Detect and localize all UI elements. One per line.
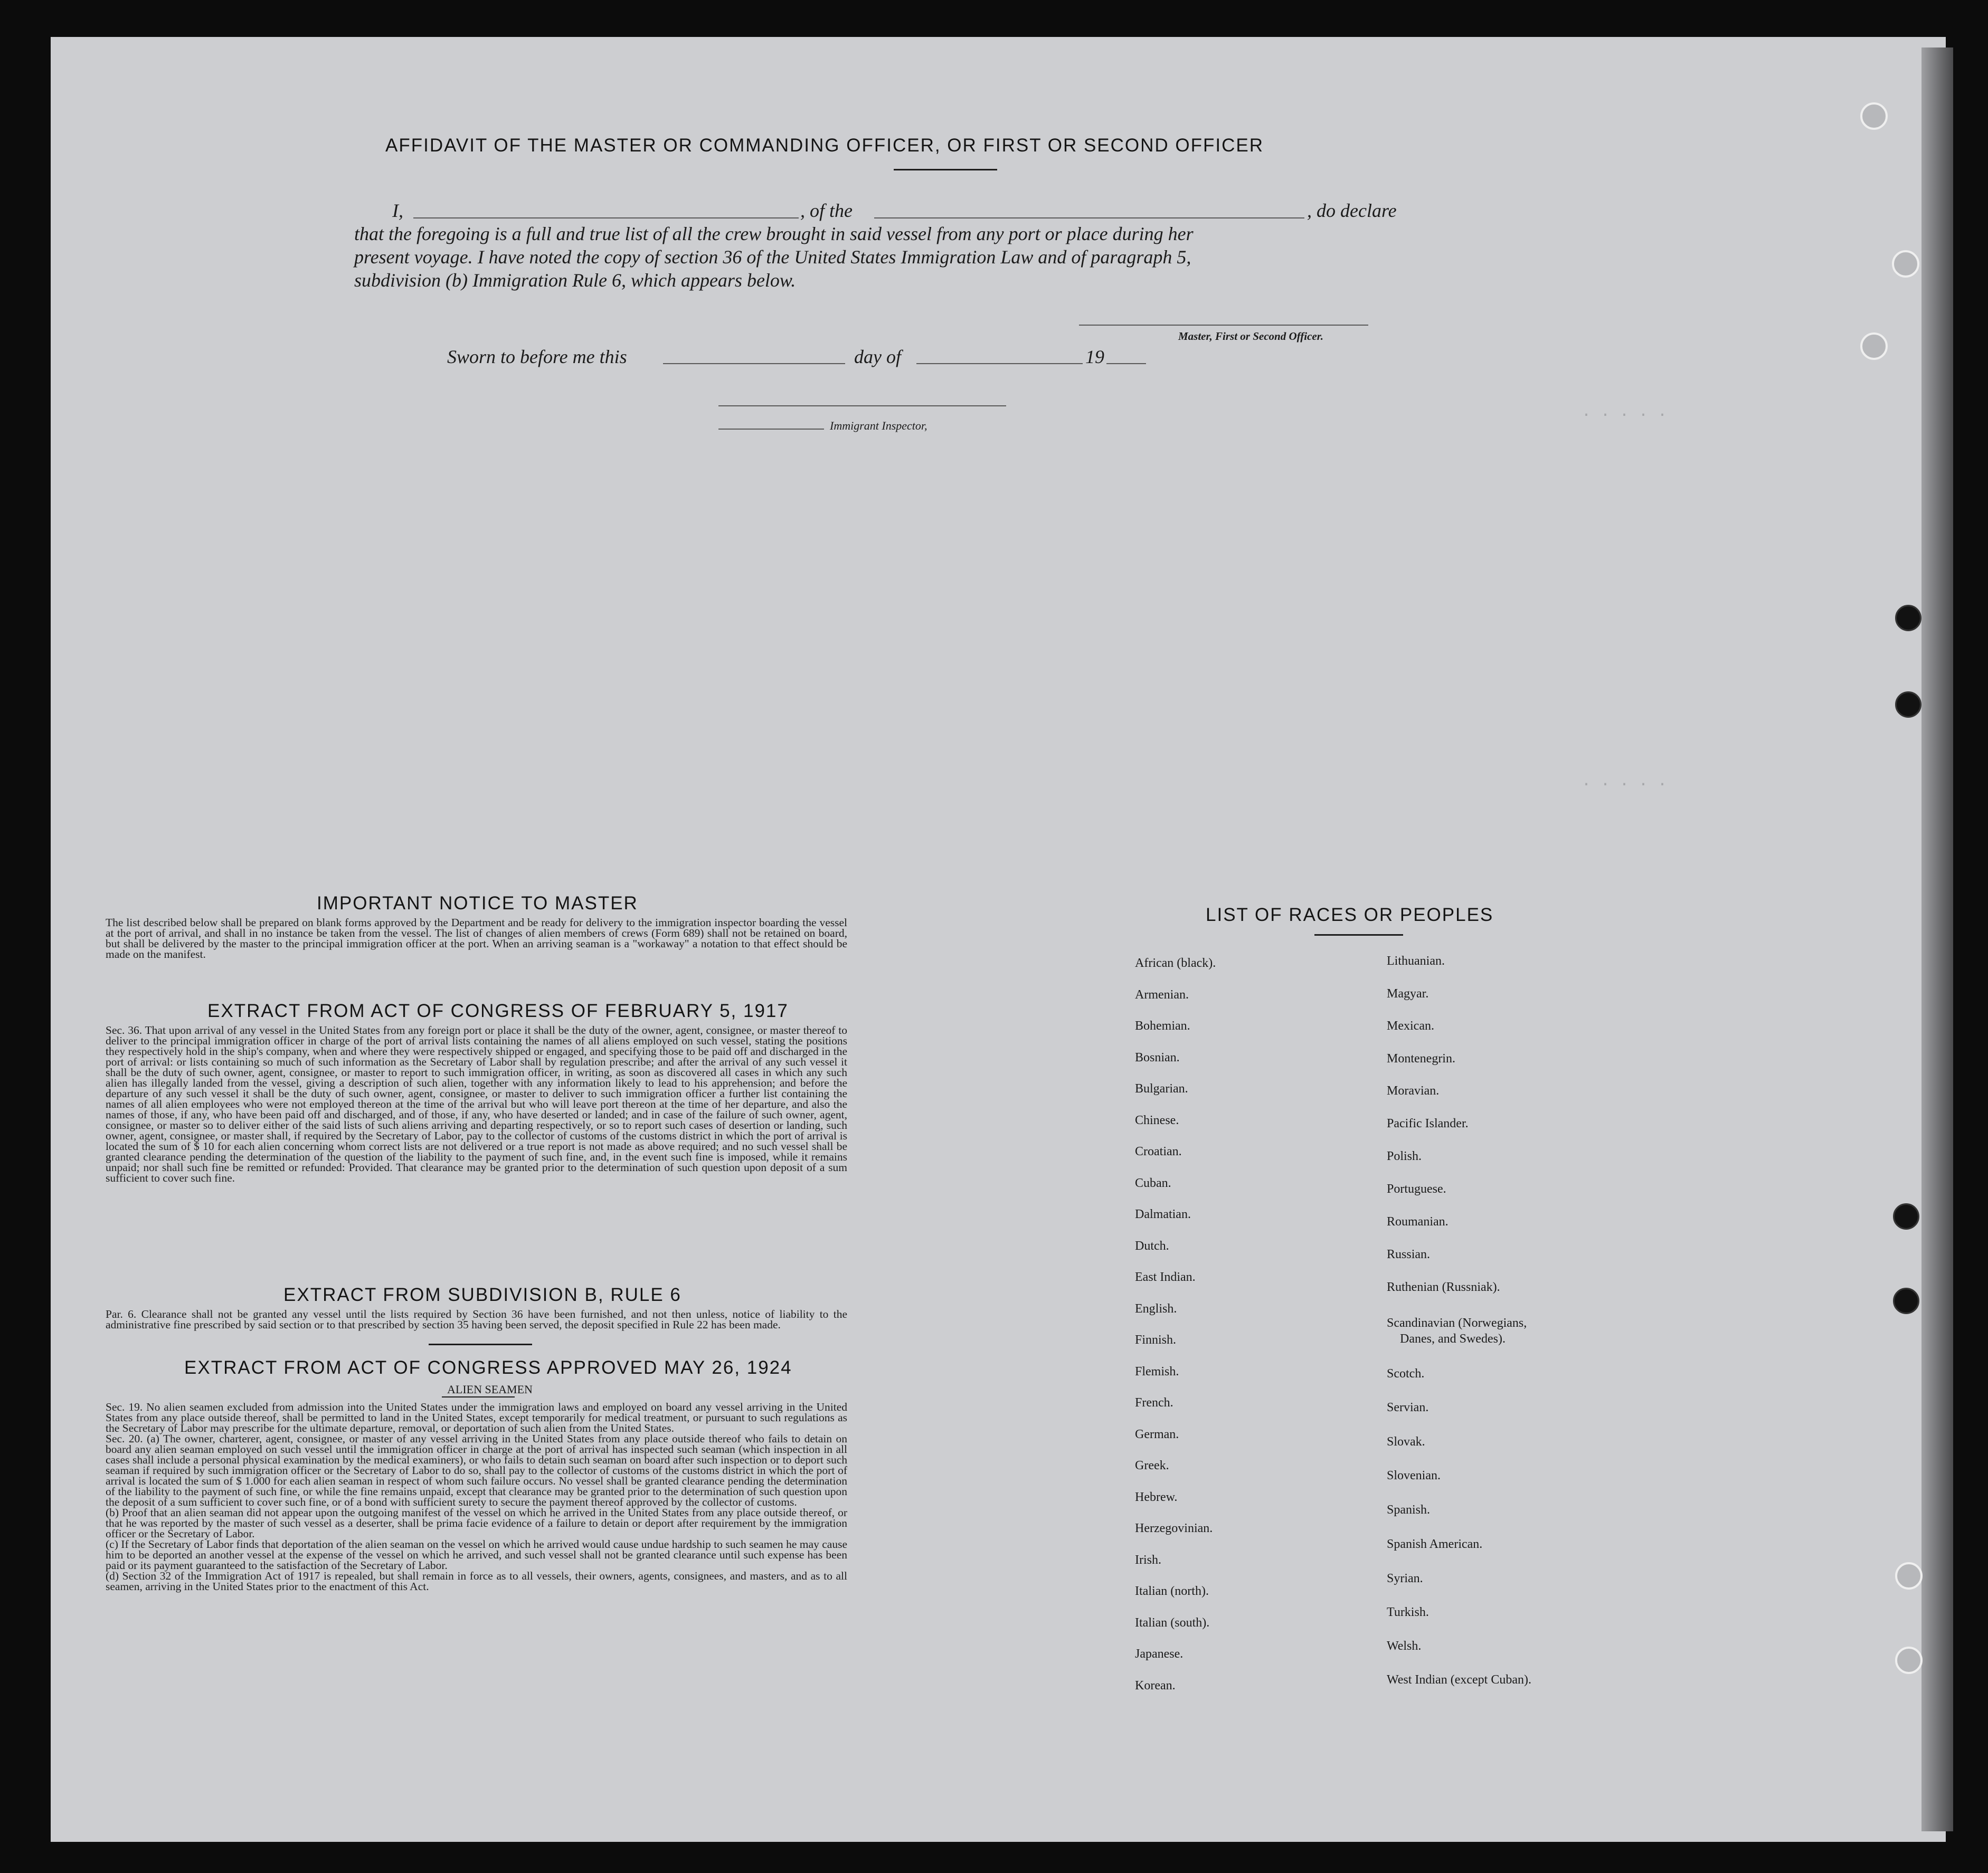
alien-seamen-subheading: ALIEN SEAMEN — [447, 1383, 533, 1396]
race-item: Spanish. — [1387, 1503, 1431, 1517]
affidavit-declare: , do declare — [1307, 200, 1397, 221]
race-item: Korean. — [1135, 1679, 1176, 1693]
binder-hole-icon — [1892, 250, 1919, 278]
heading-underline — [894, 169, 997, 170]
race-item: West Indian (except Cuban). — [1387, 1673, 1531, 1687]
race-item: Dutch. — [1135, 1239, 1169, 1253]
affidavit-i: I, — [392, 200, 403, 221]
race-item: East Indian. — [1135, 1270, 1196, 1284]
race-item: English. — [1135, 1302, 1177, 1316]
signature-line — [1079, 325, 1368, 326]
races-heading: LIST OF RACES OR PEOPLES — [1206, 905, 1494, 925]
race-item: Slovenian. — [1387, 1469, 1441, 1482]
rule6-divider — [429, 1344, 532, 1345]
binder-hole-icon — [1895, 1647, 1923, 1674]
inspector-caption: Immigrant Inspector, — [830, 419, 927, 432]
inspector-line — [718, 405, 1006, 406]
notice-heading: IMPORTANT NOTICE TO MASTER — [317, 893, 638, 914]
race-item: Chinese. — [1135, 1114, 1179, 1127]
bleed-through-mark: · · · · · — [1582, 406, 1668, 424]
race-item: Russian. — [1387, 1248, 1431, 1261]
extract-rule6-heading: EXTRACT FROM SUBDIVISION B, RULE 6 — [283, 1285, 681, 1305]
binder-hole-icon — [1895, 605, 1921, 631]
race-item: Servian. — [1387, 1401, 1429, 1414]
race-item: Spanish American. — [1387, 1537, 1483, 1551]
binder-hole-icon — [1860, 102, 1888, 130]
section-20c: (c) If the Secretary of Labor finds that deportation of the alien seaman on the vessel on which he arrived would cause undue hardship to such seamen he may cause him to be deported an another vessel at the expense of the vessel on which he arrived, and such vessel shall not be granted clearance until such expense has been paid or its payment guaranteed to the satisfaction of the Secretary of Labor. — [106, 1538, 847, 1572]
subheading-underline — [442, 1396, 515, 1397]
race-item: Turkish. — [1387, 1605, 1429, 1619]
race-item: Moravian. — [1387, 1084, 1440, 1098]
race-item: Welsh. — [1387, 1639, 1422, 1653]
page-edge — [1921, 47, 1953, 1831]
race-item: Slovak. — [1387, 1435, 1425, 1449]
race-item: Pacific Islander. — [1387, 1117, 1469, 1130]
race-item: Ruthenian (Russniak). — [1387, 1280, 1500, 1294]
race-item: Bosnian. — [1135, 1051, 1180, 1064]
signature-caption: Master, First or Second Officer. — [1178, 330, 1323, 343]
race-item: Armenian. — [1135, 988, 1189, 1002]
race-item: Croatian. — [1135, 1145, 1182, 1158]
section-20a: Sec. 20. (a) The owner, charterer, agent, consignee, or master of any vessel arriving in the United States from any place outside thereof who fails to detain on board any alien seaman employed on such vessel until the immigration officer in charge at the port of arrival has inspected such seaman (which inspection in all cases shall include a personal physical examination by the medical examiners), or who fails to detain such seaman on board after such inspection or to deport such seaman if required by such immigration officer or the Secretary of Labor to do so, shall pay to the collector of customs of the customs district in which the port of arrival is located the sum of $ 1.000 for each alien seaman in respect of whom such failure occurs. No vessel shall be granted clearance pending the determination of the liability to the payment of such fine, or while the fine remains unpaid, except that clearance may be granted prior to the determination of such question upon the deposit of a sum sufficient to cover such fine, or of a bond with sufficient surety to secure the payment thereof approved by the collector of customs. — [106, 1432, 847, 1508]
race-item: German. — [1135, 1428, 1179, 1441]
race-item: Lithuanian. — [1387, 954, 1445, 968]
extract-1924-heading: EXTRACT FROM ACT OF CONGRESS APPROVED MAY 26, 1924 — [184, 1357, 792, 1378]
extract-1917-heading: EXTRACT FROM ACT OF CONGRESS OF FEBRUARY 5, 1917 — [207, 1001, 789, 1021]
race-item: African (black). — [1135, 956, 1216, 970]
bleed-through-mark: · · · · · — [1582, 776, 1668, 794]
race-item: Herzegovinian. — [1135, 1522, 1213, 1535]
race-item: Portuguese. — [1387, 1182, 1446, 1196]
notice-text: The list described below shall be prepared on blank forms approved by the Department and be ready for delivery to the immigration inspector boarding the vessel at the port of arrival, and shall in no instance be taken from the vessel. The list of changes of alien members of crews (Form 689) shall not be retained on board, but shall be delivered by the master to the principal immigration officer at the port. When an arriving seaman is a "workaway" a notation to that effect should be made on the manifest. — [106, 916, 847, 961]
affidavit-line-2: that the foregoing is a full and true list of all the crew brought in said vessel from any port or place during her — [354, 223, 1194, 244]
extract-rule6-text: Par. 6. Clearance shall not be granted any vessel until the lists required by Section 36 have been furnished, and not then unless, notice of liability to the administrative fine prescribed by said section or to that prescribed by section 35 having been served, the deposit specified in Rule 22 has been made. — [106, 1308, 847, 1331]
race-item: Bulgarian. — [1135, 1082, 1188, 1096]
race-item: Dalmatian. — [1135, 1208, 1191, 1221]
binder-hole-icon — [1895, 691, 1921, 718]
race-item: Syrian. — [1387, 1572, 1423, 1585]
race-item: Hebrew. — [1135, 1490, 1178, 1504]
month-line — [916, 363, 1083, 364]
race-item: Flemish. — [1135, 1365, 1179, 1378]
day-of-text: day of — [854, 346, 901, 367]
year-line — [1106, 363, 1146, 364]
sworn-text: Sworn to before me this — [447, 346, 627, 367]
race-item: Cuban. — [1135, 1176, 1171, 1190]
affidavit-heading: AFFIDAVIT OF THE MASTER OR COMMANDING OFFICER, OR FIRST OR SECOND OFFICER — [385, 135, 1264, 156]
binder-hole-icon — [1893, 1203, 1919, 1230]
race-item: Italian (south). — [1135, 1616, 1210, 1630]
race-item: Finnish. — [1135, 1333, 1177, 1347]
race-item: Irish. — [1135, 1553, 1161, 1567]
document-page — [51, 37, 1946, 1842]
race-item: Polish. — [1387, 1149, 1422, 1163]
affidavit-of-the: , of the — [800, 200, 853, 221]
binder-hole-icon — [1893, 1288, 1919, 1314]
race-item: French. — [1135, 1396, 1173, 1410]
affidavit-line-3: present voyage. I have noted the copy of section 36 of the United States Immigration Law and of paragraph 5, — [354, 246, 1191, 268]
binder-hole-icon — [1860, 332, 1888, 360]
race-item: Mexican. — [1387, 1019, 1434, 1033]
race-item: Danes, and Swedes). — [1400, 1332, 1506, 1346]
race-item: Italian (north). — [1135, 1584, 1209, 1598]
section-20d: (d) Section 32 of the Immigration Act of 1917 is repealed, but shall remain in force as to all vessels, their owners, agents, consignees, and masters, and as to all seamen, arriving in the United States prior to the enactment of this Act. — [106, 1570, 847, 1593]
affidavit-line-4: subdivision (b) Immigration Rule 6, which appears below. — [354, 270, 796, 291]
vessel-line — [874, 217, 1304, 218]
extract-1924-text — [106, 1402, 847, 1592]
year-prefix: 19 — [1085, 346, 1104, 367]
race-item: Montenegrin. — [1387, 1052, 1455, 1066]
extract-1917-text: Sec. 36. That upon arrival of any vessel in the United States from any foreign port or place it shall be the duty of the owner, agent, consignee, or master thereof to deliver to the principal immigration officer in charge of the port of arrival lists containing the names of all aliens employed on such vessel, stating the positions they respectively hold in the ship's company, when and where they were respectively shipped or engaged, and specifying those to be paid off and discharged in the port of arrival: or lists containing so much of such information as the Secretary of Labor shall by regulation prescribe; and after the arrival of any such vessel it shall be the duty of such owner, agent, consignee, or master to report to such immigration officer, in writing, as soon as discovered all cases in which any such alien has illegally landed from the vessel, giving a description of such alien, together with any information likely to lead to his apprehension; and before the departure of any such vessel it shall be the duty of such owner, agent, consignee, or master to deliver to such immigration officer a further list containing the names of all alien employees who were not employed thereon at the time of the arrival but who will leave port thereon at the time of her departure, and also the names of those, if any, who have been paid off and discharged, and of those, if any, who have deserted or landed; and in case of the failure of such owner, agent, consignee, or master so to deliver either of the said lists of such aliens arriving and departing respectively, or so to report such cases of desertion or landing, such owner, agent, consignee, or master shall, if required by the Secretary of Labor, pay to the collector of customs of the customs district in which the port of arrival is located the sum of $ 10 for each alien concerning whom correct lists are not delivered or a true report is not made as above required; and no such vessel shall be granted clearance pending the determination of the question of the liability to the payment of such fine, and, in the event such fine is imposed, while it remains unpaid; nor shall such fine be remitted or refunded: Provided. That clearance may be granted prior to the determination of such question upon deposit of a sum sufficient to cover such fine. — [106, 1024, 847, 1184]
race-item: Scotch. — [1387, 1367, 1425, 1381]
binder-hole-icon — [1895, 1562, 1923, 1590]
races-underline — [1314, 934, 1403, 936]
race-item: Magyar. — [1387, 987, 1429, 1001]
section-19: Sec. 19. No alien seamen excluded from admission into the United States under the immigration laws and employed on board any vessel arriving in the United States from any place outside thereof, shall be permitted to land in the United States, except temporarily for medical treatment, or pursuant to such regulations as the Secretary of Labor may prescribe for the ultimate departure, removal, or deportation of such alien from the United States. — [106, 1401, 847, 1434]
race-item: Greek. — [1135, 1459, 1169, 1472]
race-item: Scandinavian (Norwegians, — [1387, 1316, 1527, 1330]
race-item: Roumanian. — [1387, 1215, 1449, 1229]
race-item: Japanese. — [1135, 1647, 1184, 1661]
name-line — [413, 217, 799, 218]
section-20b: (b) Proof that an alien seaman did not appear upon the outgoing manifest of the vessel on which he arrived in the United States from any place outside thereof, or that he was reported by the master of such vessel as a deserter, shall be prima facie evidence of a failure to detain or deport after requirement by the immigration officer or the Secretary of Labor. — [106, 1506, 847, 1540]
race-item: Bohemian. — [1135, 1019, 1190, 1033]
day-line — [663, 363, 845, 364]
inspector-short-line — [718, 429, 824, 430]
